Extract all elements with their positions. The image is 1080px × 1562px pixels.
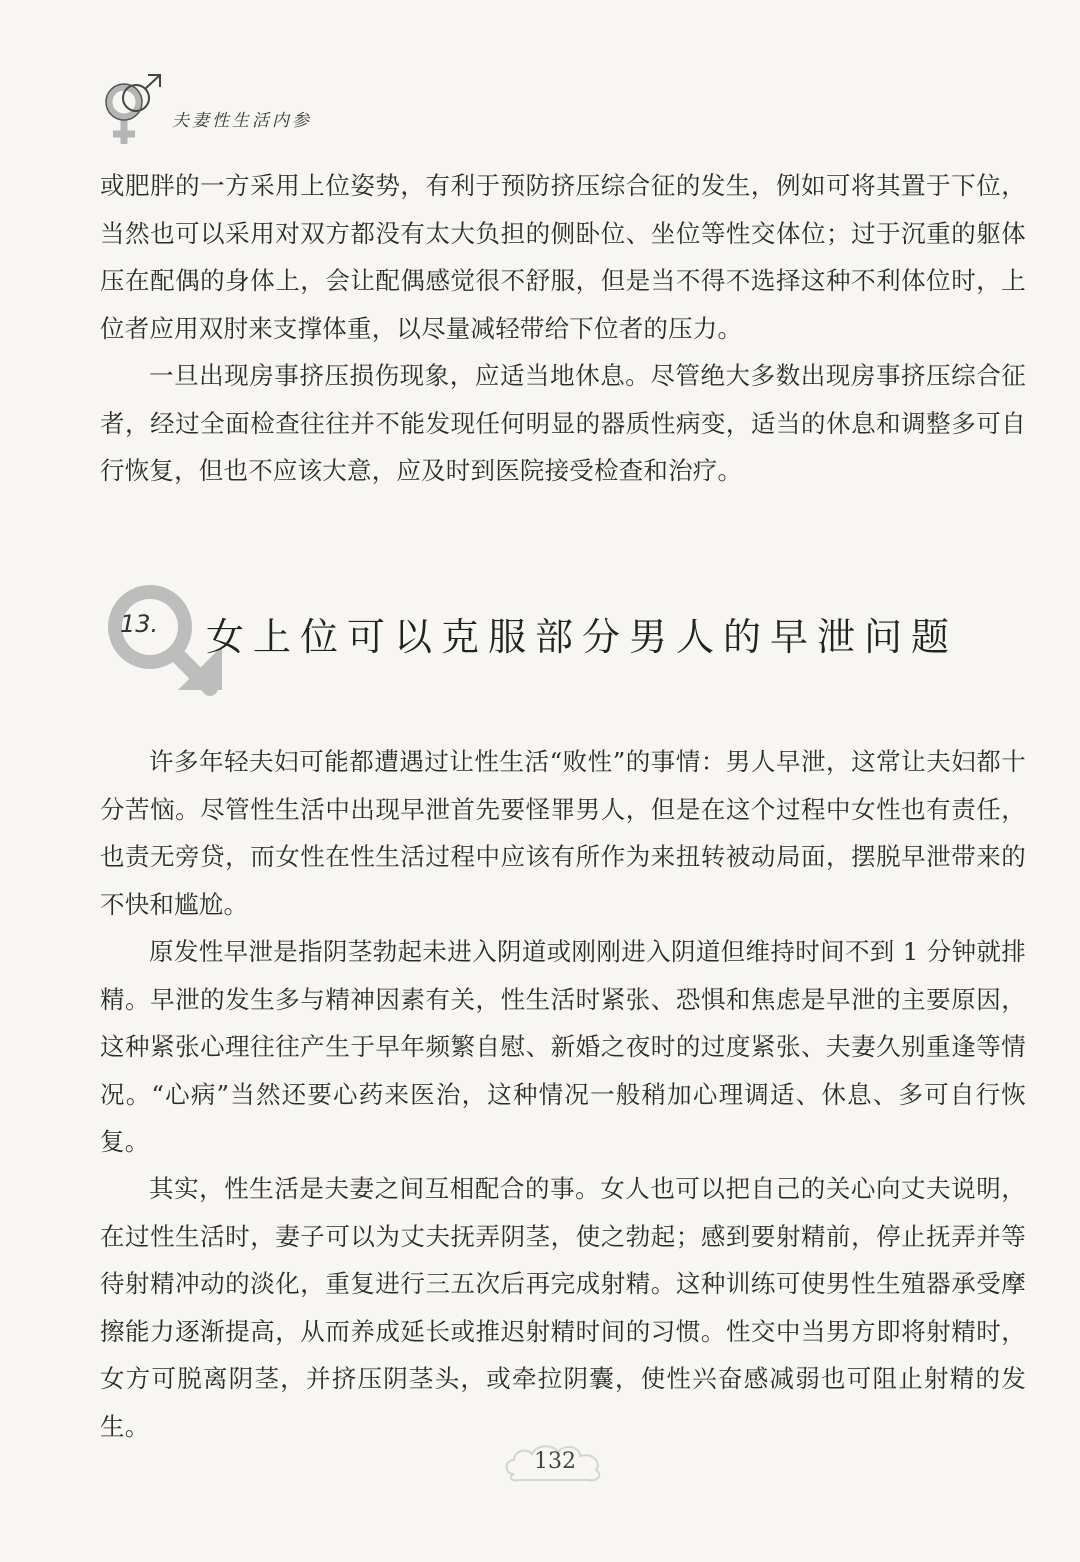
paragraph: 一旦出现房事挤压损伤现象，应适当地休息。尽管绝大多数出现房事挤压综合征者，经过全面检查往往并不能发现任何明显的器质性病变，适当的休息和调整多可自行恢复，但也不应该大意，应及时到医院接受检查和治疗。 <box>100 361 1026 485</box>
section-title: 女上位可以克服部分男人的早泄问题 <box>206 615 959 659</box>
section-number: 13. <box>120 610 159 638</box>
gender-symbols-icon <box>100 72 170 152</box>
section-heading <box>100 572 960 712</box>
paragraph: 其实，性生活是夫妻之间互相配合的事。女人也可以把自己的关心向丈夫说明，在过性生活时，妻子可以为丈夫抚弄阴茎，使之勃起；感到要射精前，停止抚弄并等待射精冲动的淡化，重复进行三五次后再完成射精。这种训练可使男性生殖器承受摩擦能力逐渐提高，从而养成延长或推迟射精时间的习惯。性交中当男方即将射精时，女方可脱离阴茎，并挤压阴茎头，或牵拉阴囊，使性兴奋感减弱也可阻止射精的发生。 <box>100 1174 1026 1441</box>
page-number: 132 <box>534 1449 576 1474</box>
paragraph: 许多年轻夫妇可能都遭遇过让性生活“败性”的事情：男人早泄，这常让夫妇都十分苦恼。尽管性生活中出现早泄首先要怪罪男人，但是在这个过程中女性也有责任，也责无旁贷，而女性在性生活过程中应该有所作为来扭转被动局面，摆脱早泄带来的不快和尴尬。 <box>100 747 1026 919</box>
header-title: 夫妻性生活内参 <box>172 111 312 131</box>
paragraph: 原发性早泄是指阴茎勃起未进入阴道或刚刚进入阴道但维持时间不到 1 分钟就排精。早泄的发生多与精神因素有关，性生活时紧张、恐惧和焦虑是早泄的主要原因，这种紧张心理往往产生于早年频繁自慰、新婚之夜时的过度紧张、夫妻久别重逢等情况。“心病”当然还要心药来医治，这种情况一般稍加心理调适、休息、多可自行恢复。 <box>100 937 1026 1156</box>
running-header <box>100 72 500 152</box>
paragraph: 或肥胖的一方采用上位姿势，有利于预防挤压综合征的发生，例如可将其置于下位，当然也可以采用对双方都没有太大负担的侧卧位、坐位等性交体位；过于沉重的躯体压在配偶的身体上，会让配偶感觉很不舒服，但是当不得不选择这种不利体位时，上位者应用双肘来支撑体重，以尽量减轻带给下位者的压力。 <box>100 171 1026 343</box>
page-footer <box>500 1440 610 1484</box>
